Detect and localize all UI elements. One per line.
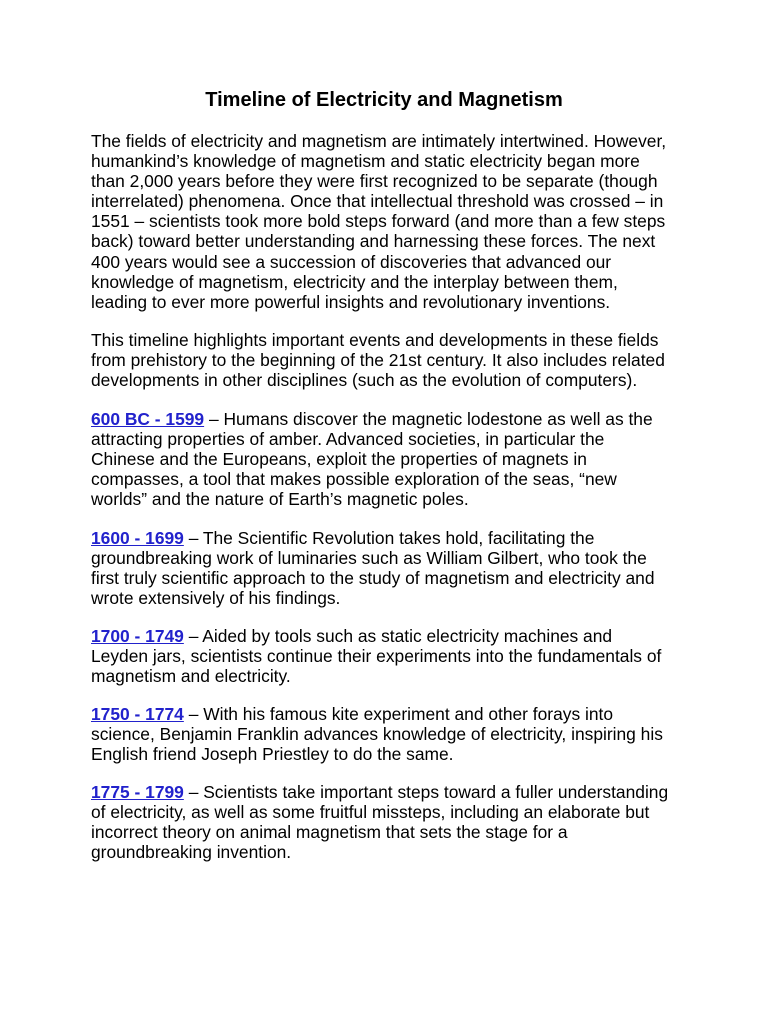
entry-line: Leyden jars, scientists continue their experiments into the fundamentals of — [91, 646, 662, 667]
entry-text: – Humans discover the magnetic lodestone as well as the — [208, 409, 653, 429]
entry-line: of electricity, as well as some fruitful missteps, including an elaborate but — [91, 802, 650, 823]
paragraph-line: than 2,000 years before they were first recognized to be separate (though — [91, 171, 658, 192]
paragraph-line: This timeline highlights important events and developments in these fields — [91, 330, 659, 350]
entry-line: incorrect theory on animal magnetism that sets the stage for a — [91, 822, 568, 843]
paragraph-line: from prehistory to the beginning of the 21st century. It also includes related — [91, 350, 665, 371]
timeline-entry-1775-1799 — [91, 782, 731, 862]
entry-first-line — [91, 409, 731, 429]
period-link-1775-1799[interactable]: 1775 - 1799 — [91, 782, 184, 802]
timeline-entry-1750-1774 — [91, 704, 731, 764]
paragraph-line: interrelated) phenomena. Once that intellectual threshold was crossed – in — [91, 191, 664, 212]
paragraph-line: The fields of electricity and magnetism are intimately intertwined. However, — [91, 131, 667, 151]
page-title: Timeline of Electricity and Magnetism — [205, 89, 563, 111]
entry-line: Chinese and the Europeans, exploit the properties of magnets in — [91, 449, 587, 470]
entry-text: – Scientists take important steps toward a fuller understanding — [188, 782, 669, 802]
entry-line: compasses, a tool that makes possible exploration of the seas, “new — [91, 469, 617, 490]
entry-line: science, Benjamin Franklin advances knowledge of electricity, inspiring his — [91, 724, 663, 745]
paragraph-line: developments in other disciplines (such as the evolution of computers). — [91, 370, 638, 391]
period-link-1750-1774[interactable]: 1750 - 1774 — [91, 704, 184, 724]
entry-first-line — [91, 782, 731, 802]
timeline-entry-1700-1749 — [91, 626, 731, 686]
entry-first-line — [91, 528, 731, 548]
entry-line: magnetism and electricity. — [91, 666, 291, 687]
timeline-entry-600bc-1599 — [91, 409, 731, 509]
entry-line: English friend Joseph Priestley to do the same. — [91, 744, 454, 765]
paragraph-line: knowledge of magnetism, electricity and the interplay between them, — [91, 271, 618, 292]
entry-first-line — [91, 704, 731, 724]
paragraph-line: humankind’s knowledge of magnetism and static electricity began more — [91, 151, 640, 172]
paragraph-line: back) toward better understanding and harnessing these forces. The next — [91, 231, 656, 252]
entry-line: wrote extensively of his findings. — [91, 588, 341, 609]
timeline-entry-1600-1699 — [91, 528, 731, 608]
intro-paragraph — [91, 131, 731, 312]
entry-line: attracting properties of amber. Advanced societies, in particular the — [91, 429, 605, 450]
entry-text: – With his famous kite experiment and other forays into — [188, 704, 614, 724]
paragraph-line: leading to ever more powerful insights and revolutionary inventions. — [91, 291, 611, 312]
entry-line: groundbreaking invention. — [91, 842, 292, 863]
overview-paragraph — [91, 330, 731, 390]
entry-text: – Aided by tools such as static electricity machines and — [188, 626, 613, 646]
entry-line: groundbreaking work of luminaries such as William Gilbert, who took the — [91, 548, 647, 569]
paragraph-line: 400 years would see a succession of discoveries that advanced our — [91, 251, 612, 272]
period-link-1700-1749[interactable]: 1700 - 1749 — [91, 626, 184, 646]
entry-line: first truly scientific approach to the study of magnetism and electricity and — [91, 568, 655, 589]
paragraph-line: 1551 – scientists took more bold steps forward (and more than a few steps — [91, 211, 666, 232]
period-link-600bc-1599[interactable]: 600 BC - 1599 — [91, 409, 205, 429]
entry-line: worlds” and the nature of Earth’s magnetic poles. — [91, 489, 469, 510]
period-link-1600-1699[interactable]: 1600 - 1699 — [91, 528, 184, 548]
entry-text: – The Scientific Revolution takes hold, facilitating the — [188, 528, 595, 548]
entry-first-line — [91, 626, 731, 646]
